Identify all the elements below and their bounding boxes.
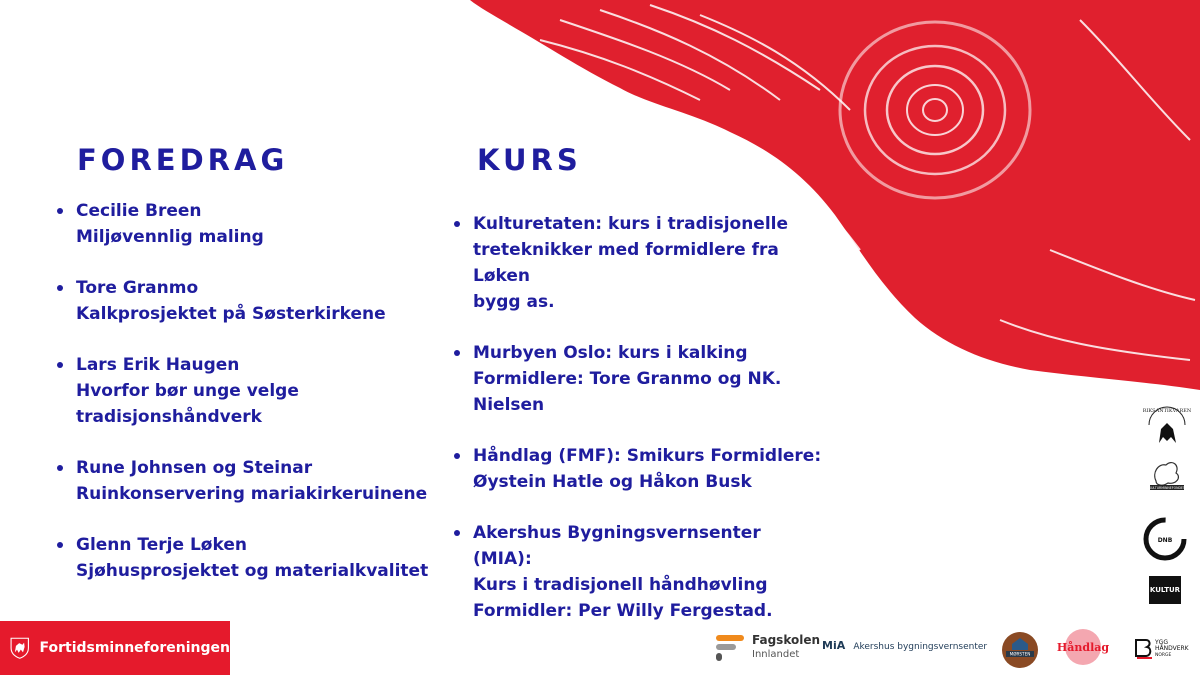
- kurs-line: Øystein Hatle og Håkon Busk: [473, 472, 752, 492]
- foredrag-heading: FOREDRAG: [77, 143, 289, 177]
- sparebankstiftelsen-logo: [1142, 516, 1188, 562]
- kurs-item: [454, 443, 824, 495]
- ygg-line3: NORGE: [1155, 653, 1172, 658]
- talk-title-cont: tradisjonshåndverk: [76, 407, 262, 427]
- kurs-line: Murbyen Oslo: kurs i kalking: [473, 343, 748, 363]
- kurs-line: Håndlag (FMF): Smikurs Formidlere:: [473, 446, 822, 466]
- bygg-handverk-logo: [1134, 636, 1196, 660]
- talk-title: Kalkprosjektet på Søsterkirkene: [76, 304, 386, 324]
- kurs-line: Formidler: Per Willy Fergestad.: [473, 601, 773, 621]
- foredrag-item: [57, 532, 437, 584]
- talk-title: Ruinkonservering mariakirkeruinene: [76, 484, 428, 504]
- speaker-name: Rune Johnsen og Steinar: [76, 458, 313, 478]
- kultur-logo: [1146, 572, 1184, 608]
- foredrag-item: [57, 352, 437, 430]
- kurs-item: [454, 340, 824, 418]
- kurs-item: [454, 211, 824, 315]
- kurs-line: bygg as.: [473, 292, 555, 312]
- kulturminnefondet-text: KULTURMINNEFONDET: [1149, 486, 1185, 491]
- talk-title: Miljøvennlig maling: [76, 227, 264, 247]
- talk-title: Hvorfor bør unge velge: [76, 381, 299, 401]
- fagskolen-icon: [714, 631, 748, 665]
- speaker-name: Tore Granmo: [76, 278, 199, 298]
- org-name: Fortidsminneforeningen: [39, 640, 230, 656]
- handlag-text: Håndlag: [1056, 641, 1110, 654]
- ygg-line2: HÅNDVERK: [1155, 645, 1189, 652]
- svg-text:DNB: DNB: [1157, 537, 1173, 544]
- fagskolen-logo: [714, 631, 821, 665]
- mia-logo: [822, 634, 988, 652]
- kurs-heading: KURS: [477, 143, 582, 177]
- fagskolen-name: Fagskolen: [752, 633, 821, 647]
- kulturminnefondet-logo: [1146, 455, 1188, 493]
- foredrag-item: [57, 198, 437, 250]
- kurs-line: Kulturetaten: kurs i tradisjonelle: [473, 214, 789, 234]
- kurs-line: Kurs i tradisjonell håndhøvling: [473, 575, 768, 595]
- speaker-name: Glenn Terje Løken: [76, 535, 247, 555]
- handlag-logo: [1055, 627, 1111, 667]
- foredrag-item: [57, 275, 437, 327]
- ygg-line1: YGG: [1155, 639, 1168, 646]
- fagskolen-sub: Innlandet: [752, 649, 800, 660]
- morsten-logo: [1000, 630, 1040, 670]
- fortidsminneforeningen-banner: [0, 621, 230, 675]
- riksantikvaren-logo: [1143, 403, 1191, 449]
- kurs-line: treteknikker med formidlere fra Løken: [473, 240, 779, 286]
- speaker-name: Cecilie Breen: [76, 201, 202, 221]
- speaker-name: Lars Erik Haugen: [76, 355, 240, 375]
- morsten-text: MØRSTEN: [1009, 651, 1031, 657]
- mia-abbr: MiA: [822, 639, 846, 652]
- kurs-item: [454, 520, 824, 624]
- foredrag-item: [57, 455, 437, 507]
- talk-title: Sjøhusprosjektet og materialkvalitet: [76, 561, 429, 581]
- foredrag-list: [57, 198, 437, 609]
- lion-shield-icon: [10, 628, 29, 668]
- kurs-line: Akershus Bygningsvernsenter (MIA):: [473, 523, 761, 569]
- kurs-line: Formidlere: Tore Granmo og NK.: [473, 369, 782, 389]
- riksantikvaren-text: RIKSANTIKVAREN: [1143, 408, 1191, 414]
- kultur-text: KULTUR: [1149, 586, 1181, 594]
- kurs-line: Nielsen: [473, 395, 545, 415]
- mia-name: Akershus bygningsvernsenter: [853, 642, 988, 652]
- kurs-list: [454, 211, 824, 649]
